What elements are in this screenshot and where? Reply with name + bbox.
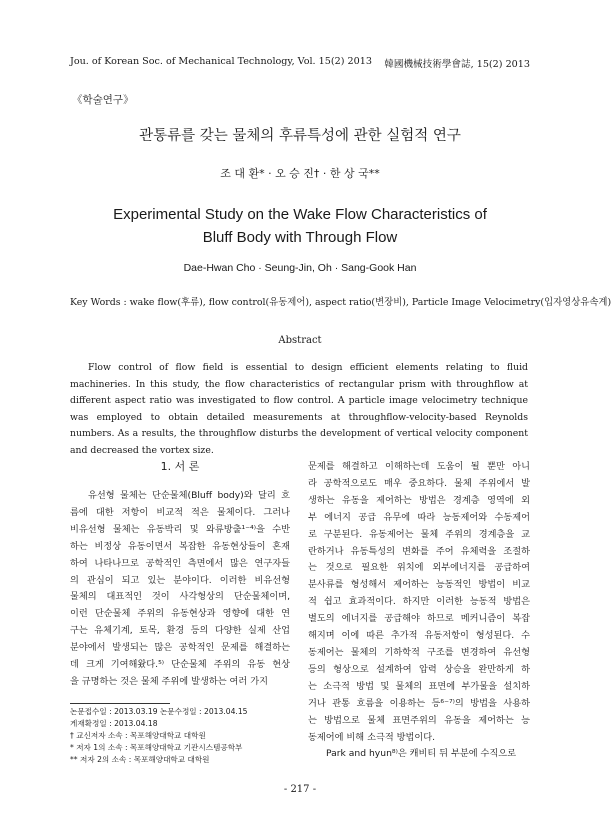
text-line: 는 방법으로 물체 표면주위의 유동을 제어하는 능 [308,714,530,726]
paper-title-korean: 관통류를 갖는 물체의 후류특성에 관한 실험적 연구 [139,128,461,144]
text-line: 문제를 해결하고 이해하는데 도움이 될 뿐만 아니 [308,461,530,472]
text-line: 분야에서 발생되는 많은 공학적인 문제를 해결하는 [70,642,290,654]
text-line: 동제어는 물체의 기하학적 구조를 변경하여 유선형 [308,646,530,658]
text-line: 등의 형상으로 설계하여 압력 상승을 완만하게 하 [308,663,530,675]
footnote-line: 논문접수일 : 2013.03.19 논문수정일 : 2013.04.15 [70,707,248,716]
footnote-line: ** 저자 2의 소속 : 목포해양대학교 대학원 [70,755,210,764]
abstract-text: Flow control of flow field is essential to design efficient elements relating to fluid machineries. In this study, the flow characteristics of rectangular prism with throughflow at different aspect ratio was investigated to flow control. A particle image velocimetry technique was employed to obtain detailed measurements at throughflow-velocity-based Reynolds numbers. As a results, the throughflow disturbs the development of vertical velocity component and decreased the vortex size. [70,362,528,456]
authors-korean: 조 대 환* · 오 승 진† · 한 상 국** [220,167,380,180]
text-line: 유선형 물체는 단순물체(Bluff body)와 달리 흐 [88,490,290,501]
footnote-line: * 저자 1의 소속 : 목포해양대학교 기관시스템공학부 [70,743,243,752]
paper-title-english [0,203,600,249]
footnote-rule [70,703,170,704]
title-en-line-1: Experimental Study on the Wake Flow Characteristics of [113,206,487,223]
authors-english: Dae-Hwan Cho · Seung-Jin, Oh · Sang-Gook Han [183,262,417,274]
journal-header-right: 韓國機械技術學會誌, 15(2) 2013 [384,59,530,70]
title-en-line-2: Bluff Body with Through Flow [202,229,398,246]
footnotes [70,706,300,766]
text-line: 분사류를 형성해서 제어하는 능동적인 방법이 비교 [308,579,530,591]
text-line: 별도의 에너지를 공급해야 하므로 메커니즘이 복잡 [308,613,530,625]
footnote-line: † 교신저자 소속 : 목포해양대학교 대학원 [70,731,206,740]
abstract-heading: Abstract [278,335,322,346]
page-number: - 217 - [283,784,317,795]
text-line: 생하는 유동을 제어하는 방법은 경계층 영역에 외 [308,494,530,506]
text-line: 는 소극적 방법 및 물체의 표면에 부가물을 설치하 [308,680,530,692]
body-column-right [308,459,530,763]
text-line: 구는 유체기계, 토목, 환경 등의 다양한 실제 산업 [70,625,290,637]
section-tag: 《학술연구》 [72,94,134,106]
intro-heading: 1. 서 론 [160,460,200,473]
text-line: 란하거나 유동특성의 변화를 주어 유체력을 조절하 [308,545,530,557]
text-line: 라 공학적으로도 매우 중요하다. 물체 주위에서 발 [308,477,530,489]
text-line: 는 것으로 필요한 위치에 외부에너지를 공급하여 [308,562,530,574]
text-line: 거나 관통 흐름을 이용하는 등⁶⁻⁷⁾의 방법을 사용하 [308,697,530,709]
text-line: 비유선형 물체는 유동박리 및 와류방출¹⁻⁴⁾을 수반 [70,523,290,535]
body-column-left [70,488,290,691]
text-line: 하여 나타나므로 공학적인 측면에서 많은 연구자들 [70,557,290,569]
text-line: Park and hyun⁸⁾은 캐비티 뒤 부분에 수직으로 [326,748,517,760]
text-line: 름에 대한 저항이 비교적 적은 물체이다. 그러나 [70,506,290,518]
text-line: 부 에너지 공급 유무에 따라 능동제어와 수동제어 [308,511,530,523]
text-line: 하는 비정상 유동이면서 복잡한 유동현상들이 혼재 [70,540,290,552]
text-line: 로 구분된다. 유동제어는 물체 주위의 경계층을 교 [308,528,530,540]
journal-header-left: Jou. of Korean Soc. of Mechanical Technology, Vol. 15(2) 2013 [70,56,372,67]
text-line: 을 규명하는 것은 물체 주위에 발생하는 여러 가지 [70,675,268,687]
footnote-line: 게재확정일 : 2013.04.18 [70,719,158,728]
text-line: 의 관심이 되고 있는 분야이다. 이러한 비유선형 [70,574,290,586]
text-line: 적 쉽고 효과적이다. 하지만 이러한 능동적 방법은 [308,596,530,608]
text-line: 물체의 대표적인 것이 사각형상의 단순물체이며, [70,591,290,603]
text-line: 이런 단순물체 주위의 유동현상과 영향에 대한 연 [70,608,290,620]
keywords: Key Words : wake flow(후류), flow control(유동제어), aspect ratio(변장비), Particle Image Velocimetry(입자영상유속계) [70,297,611,308]
text-line: 해지며 이에 따른 추가적 유동저항이 형성된다. 수 [308,630,530,642]
text-line: 데 크게 기여해왔다.⁵⁾ 단순물체 주위의 유동 현상 [70,659,290,671]
text-line: 동제어에 비해 소극적 방법이다. [308,731,436,743]
